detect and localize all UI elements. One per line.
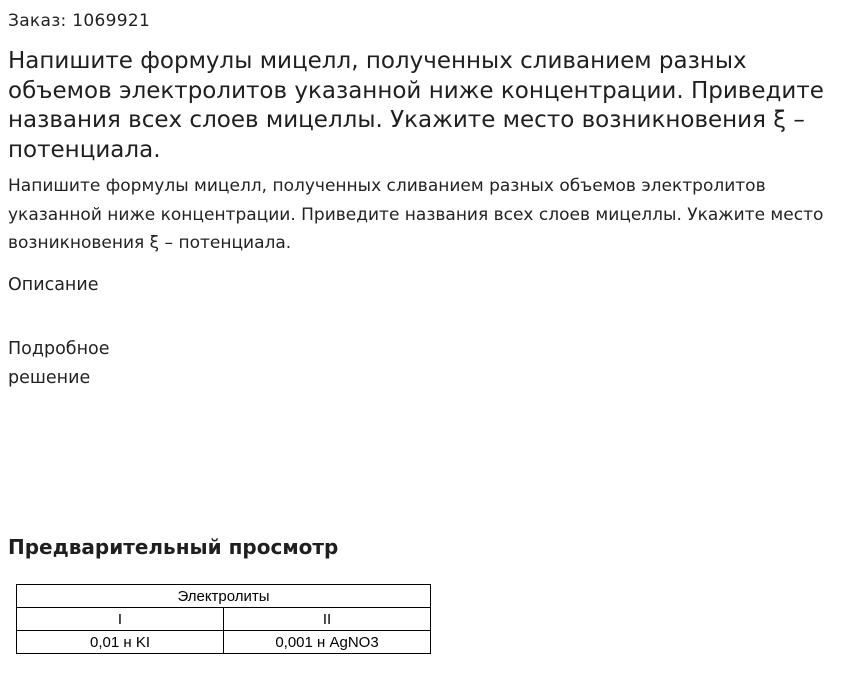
electrolytes-table: [16, 584, 431, 654]
table-header-row: [17, 585, 431, 608]
table-cell: 0,001 н AgNO3: [224, 631, 431, 654]
table-columns-row: [17, 608, 431, 631]
table-header-cell: Электролиты: [17, 585, 431, 608]
solution-label: Подробное решение: [8, 339, 110, 388]
description-label: Описание: [8, 275, 99, 295]
column-header-2: II: [224, 608, 431, 631]
order-number: Заказ: 1069921: [8, 11, 151, 31]
table-cell: 0,01 н KI: [17, 631, 224, 654]
preview-heading: Предварительный просмотр: [8, 535, 339, 559]
task-text: Напишите формулы мицелл, полученных сливанием разных объемов электролитов указанной ниже концентрации. Приведите названия всех слоев мицеллы. Укажите место возникновения ξ – потенциала.: [8, 176, 824, 253]
task-title: Напишите формулы мицелл, полученных сливанием разных объемов электролитов указанной ниже концентрации. Приведите названия всех слоев мицеллы. Укажите место возникновения ξ – потенциала.: [8, 48, 824, 163]
table-row: [17, 631, 431, 654]
column-header-1: I: [17, 608, 224, 631]
